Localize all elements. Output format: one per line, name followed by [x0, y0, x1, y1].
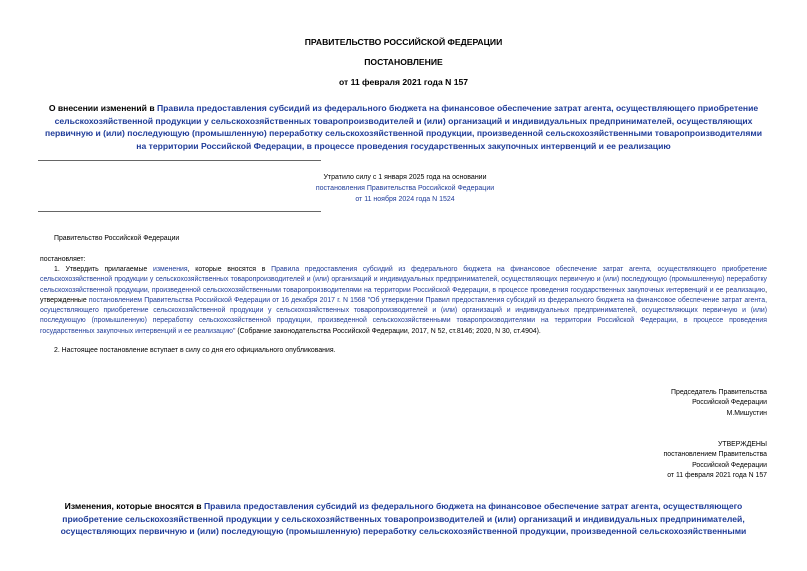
- approved-date: от 11 февраля 2021 года N 157: [667, 471, 767, 479]
- body-decrees: постановляет:: [40, 256, 86, 263]
- decree-1568-link[interactable]: постановлением Правительства Российской Федерации от 16 декабря 2017 г. N 1568: [88, 296, 366, 304]
- changes-rules-link[interactable]: Правила предоставления субсидий из федерального бюджета на финансовое обеспечение затрат агента, осуществляющего приобретение сельскохозяйственной продукции у сельскохозяйственных товаропроизводителей и (или) организаций и индивидуальных предпринимателей, осуществляющих первичную и (или) последующую (промышленную) переработку сельскохозяйственной продукции, произведенной сельскохозяйственными: [60, 501, 747, 536]
- doc-header-date: от 11 февраля 2021 года N 157: [338, 77, 469, 87]
- p1-end: (Собрание законодательства Российской Федерации, 2017, N 52, ст.8146; 2020, N 30, ст.4904).: [235, 327, 541, 335]
- decree-1568-title-link[interactable]: "Об утверждении Правил предоставления субсидий из федерального бюджета на финансовое обеспечение затрат агента, осуществляющего приобретение сельскохозяйственной продукции у сельскохозяйственных товаропроизводителей и (или) организаций и индивидуальных предпринимателей, осуществляющих первичную и (или) последующую (промышленную) переработку сельскохозяйственной продукции, произведенной сельскохозяйственными товаропроизводителями на территории Российской Федерации, в процессе проведения государственных закупочных интервенций и ее реализацию": [40, 296, 767, 335]
- approved-block: [664, 440, 768, 481]
- repeal-decree-date-link[interactable]: от 11 ноября 2024 года N 1524: [355, 195, 455, 203]
- approved-label: УТВЕРЖДЕНЫ: [718, 441, 767, 448]
- divider-top: [38, 160, 321, 161]
- doc-header-government: ПРАВИТЕЛЬСТВО РОССИЙСКОЙ ФЕДЕРАЦИИ: [304, 37, 503, 47]
- approved-country: Российской Федерации: [692, 461, 767, 469]
- doc-header-type: ПОСТАНОВЛЕНИЕ: [364, 57, 443, 67]
- signature-title: Председатель Правительства: [671, 389, 767, 396]
- changes-link[interactable]: изменения: [153, 266, 188, 273]
- p1-start: 1. Утвердить прилагаемые: [54, 266, 154, 273]
- repeal-decree-link[interactable]: постановления Правительства Российской Федерации: [315, 184, 495, 192]
- doc-title: [40, 102, 767, 152]
- rules-link-body[interactable]: Правила предоставления субсидий из федерального бюджета на финансовое обеспечение затрат агента, осуществляющего приобретение сельскохозяйственной продукции у сельскохозяйственных товаропроизводителей и (или) организаций и индивидуальных предпринимателей, осуществляющих первичную и (или) последующую (промышленную) переработку сельскохозяйственной продукции, произведенной сельскохозяйственными товаропроизводителями на территории Российской Федерации, в процессе проведения государственных закупочных интервенций и ее реализацию: [40, 266, 768, 294]
- signature-block: [671, 388, 767, 419]
- rules-link[interactable]: Правила предоставления субсидий из федерального бюджета на финансовое обеспечение затрат агента, осуществляющего приобретение сельскохозяйственной продукции у сельскохозяйственных товаропроизводителей и (или) организаций и индивидуальных предпринимателей, осуществляющих первичную и (или) последующую (промышленную) переработку сельскохозяйственной продукции, произведенной сельскохозяйственными товаропроизводителями на территории Российской Федерации, в процессе проведения государственных закупочных интервенций и ее реализацию: [45, 103, 762, 151]
- paragraph-1: [40, 265, 767, 337]
- body-intro: Правительство Российской Федерации: [54, 235, 180, 242]
- paragraph-2: 2. Настоящее постановление вступает в силу со дня его официального опубликования.: [54, 347, 336, 354]
- signature-name: М.Мишустин: [726, 409, 767, 417]
- divider-bottom: [38, 211, 321, 212]
- changes-title-prefix: Изменения, которые вносятся в: [64, 501, 204, 511]
- p1-mid1: , которые вносятся в: [187, 266, 272, 273]
- changes-title: [40, 500, 767, 538]
- p1-mid2: , утвержденные: [40, 286, 767, 304]
- repeal-note-text: Утратило силу с 1 января 2025 года на основании: [323, 174, 487, 181]
- doc-title-prefix: О внесении изменений в: [48, 103, 157, 113]
- signature-country: Российской Федерации: [692, 399, 767, 407]
- approved-by: постановлением Правительства: [663, 451, 767, 459]
- repeal-note: [300, 173, 510, 205]
